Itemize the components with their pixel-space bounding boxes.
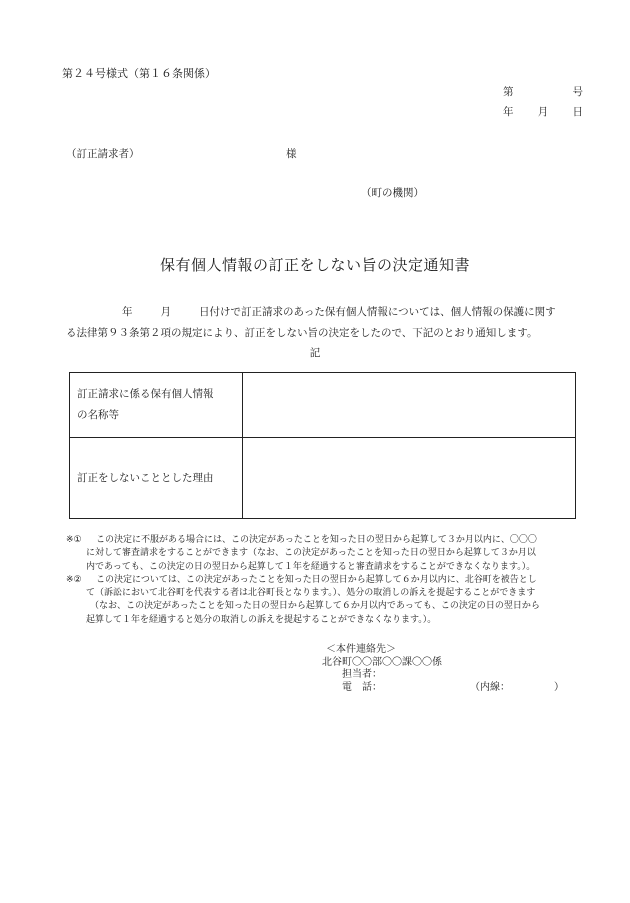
- honorific: 様: [286, 148, 297, 160]
- notes-section: [66, 534, 588, 627]
- note-2-line-4: 起算して１年を経過すると処分の取消しの訴えを提起することができなくなります。）。: [86, 614, 437, 625]
- contact-phone-line: [322, 682, 564, 695]
- note-2-mark: ※②: [66, 574, 82, 585]
- date-day: 日: [572, 106, 583, 118]
- note-1: [66, 534, 588, 574]
- note-1-line-2: に対して審査請求をすることができます（なお、この決定があったことを知った日の翌日から起算して３か月以: [86, 548, 536, 559]
- decision-table: [69, 372, 576, 519]
- notice-body: [66, 302, 586, 344]
- body-year: 年: [122, 306, 133, 318]
- info-name-label-b: の名称等: [77, 409, 119, 421]
- contact-person-label: 担当者：: [342, 669, 382, 680]
- note-1-line-3: 内であっても、この決定の日の翌日から起算して１年を経過すると審査請求をすることができなくなります。）。: [86, 561, 536, 572]
- info-name-label: [70, 373, 243, 438]
- reason-value: [243, 438, 576, 519]
- note-2-line-1: この決定については、この決定があったことを知った日の翌日から起算して６か月以内に、北谷町を被告とし: [96, 574, 537, 585]
- note-2: [66, 574, 588, 627]
- ki-heading: 記: [309, 347, 321, 359]
- doc-number-suffix: 号: [572, 86, 583, 98]
- form-number: 第２４号様式（第１６条関係）: [62, 67, 216, 80]
- info-name-value: [243, 373, 576, 438]
- note-2-line-3: （なお、この決定があったことを知った日の翌日から起算して６か月以内であっても、この決定の日の翌日から: [90, 601, 540, 612]
- body-line-2: る法律第９３条第２項の規定により、訂正をしない旨の決定をしたので、下記のとおり通知します。: [66, 327, 538, 339]
- contact-department: 北谷町〇〇部〇〇課〇〇係: [322, 656, 442, 668]
- document-number: [503, 85, 583, 100]
- table-row: [70, 438, 576, 519]
- reason-label: 訂正をしないこととした理由: [70, 438, 243, 519]
- note-1-mark: ※①: [66, 535, 82, 545]
- document-title: 保有個人情報の訂正をしない旨の決定通知書: [159, 256, 470, 274]
- note-2-line-2: て（訴訟において北谷町を代表する者は北谷町長となります。）、処分の取消しの訴えを提起することができます: [86, 588, 536, 599]
- info-name-label-a: 訂正請求に係る保有個人情報: [77, 388, 214, 400]
- date-year: 年: [503, 106, 514, 118]
- note-1-line-1: この決定に不服がある場合には、この決定があったことを知った日の翌日から起算して３か月以内に、〇〇〇: [96, 535, 537, 545]
- doc-number-prefix: 第: [503, 86, 514, 98]
- issue-date: [503, 105, 583, 120]
- contact-phone-label: 電 話：: [342, 681, 382, 693]
- requester-label: （訂正請求者）: [66, 148, 140, 160]
- contact-block: [322, 644, 564, 694]
- contact-extension-open: （内線：: [470, 681, 510, 693]
- contact-heading: ＜本件連絡先＞: [326, 644, 396, 655]
- body-line-1: [66, 302, 586, 323]
- date-month: 月: [537, 106, 549, 118]
- contact-extension-close: ）: [554, 681, 564, 693]
- body-month: 月: [160, 306, 171, 318]
- issuing-agency: （町の機関）: [361, 187, 424, 199]
- body-line-1-text: 日付けで訂正請求のあった保有個人情報については、個人情報の保護に関す: [199, 306, 556, 318]
- table-row: [70, 373, 576, 438]
